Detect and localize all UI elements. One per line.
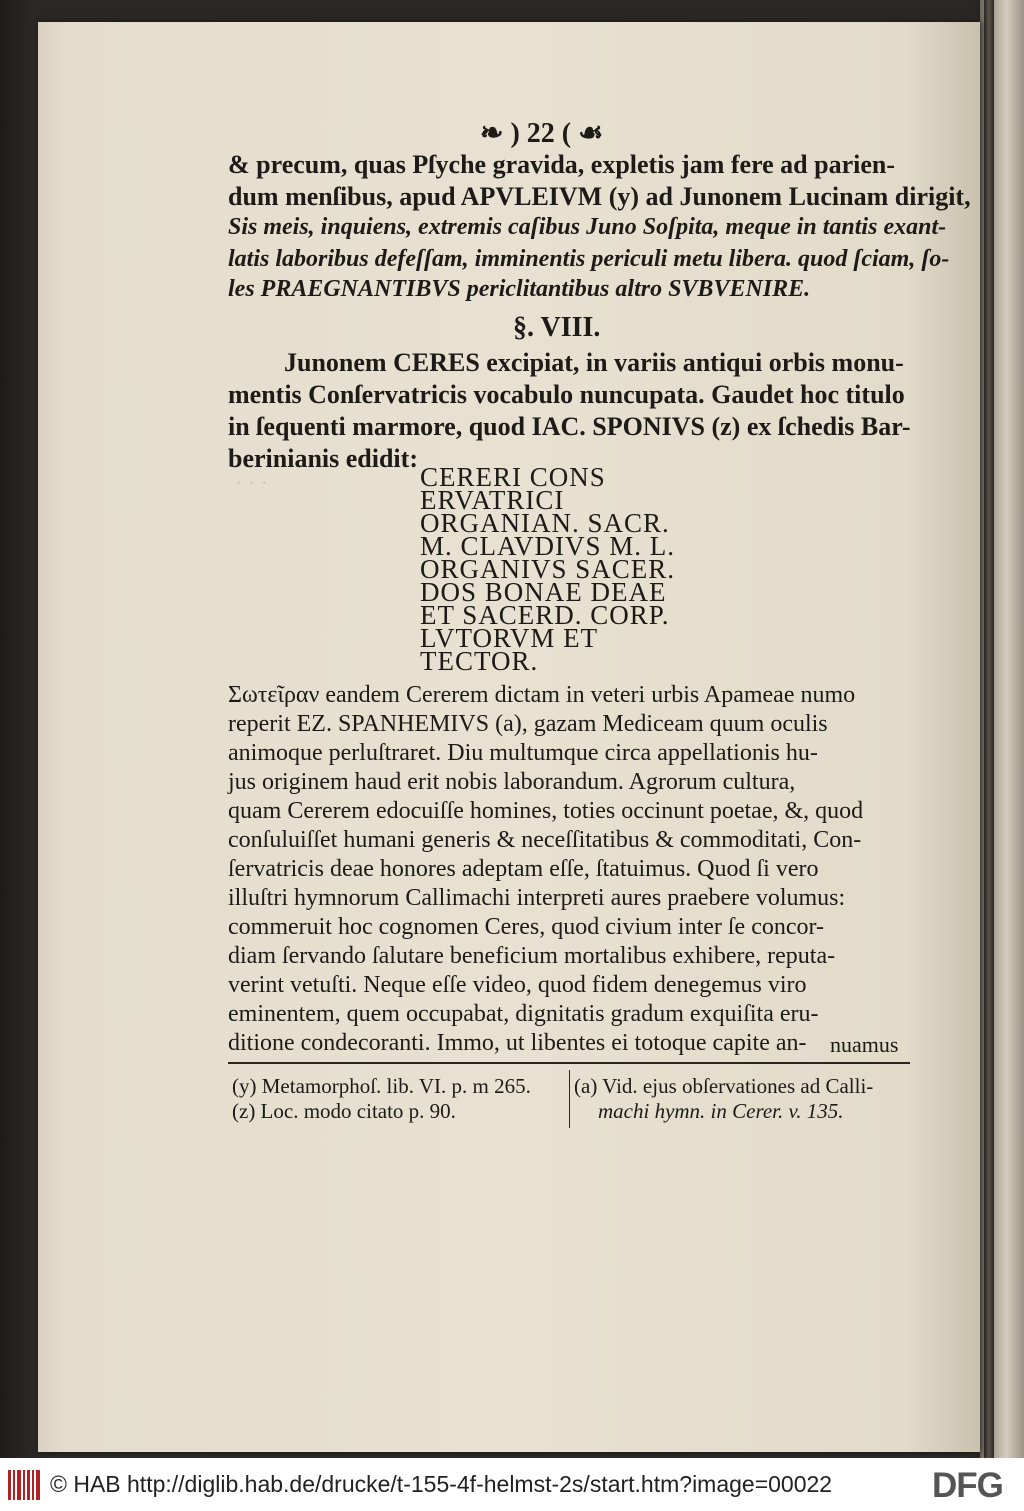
inscription-line: CERERI CONS: [420, 462, 606, 492]
text-line: les PRAEGNANTIBVS periclitantibus altro SVBVENIRE.: [228, 276, 811, 302]
inscription-line: M. CLAVDIVS M. L.: [420, 531, 676, 561]
text-line: diam ſervando ſalutare beneficium mortalibus exhibere, reputa-: [228, 943, 836, 969]
inscription-line: TECTOR.: [420, 646, 539, 676]
text-line: mentis Conſervatricis vocabulo nuncupata. Gaudet hoc titulo: [228, 380, 905, 409]
footnote-z: (z) Loc. modo citato p. 90.: [232, 1099, 456, 1123]
text-line: jus originem haud erit nobis laborandum. Agrorum cultura,: [228, 769, 796, 795]
text-line: ſervatricis deae honores adeptam eſſe, ſtatuimus. Quod ſi vero: [228, 856, 819, 882]
running-head: ❧ ) 22 ( ☙: [480, 118, 604, 149]
text-line: animoque perluſtraret. Diu multumque circa appellationis hu-: [228, 740, 818, 766]
book-spine: [984, 0, 994, 1458]
dfg-logo: DFG: [932, 1466, 1003, 1505]
text-line: verint vetuſti. Neque eſſe video, quod fidem denegemus viro: [228, 972, 807, 998]
footnote-a-cont: machi hymn. in Cerer. v. 135.: [598, 1099, 844, 1123]
text-line: quam Cererem edocuiſſe homines, toties occinunt poetae, &, quod: [228, 798, 864, 824]
text-line: ditione condecoranti. Immo, ut libentes ei totoque capite an-: [228, 1030, 807, 1056]
text-line: commeruit hoc cognomen Ceres, quod civium inter ſe concor-: [228, 914, 825, 940]
inscription-line: DOS BONAE DEAE: [420, 577, 667, 607]
text-line: conſuluiſſet humani generis & neceſſitatibus & commoditati, Con-: [228, 827, 862, 853]
inscription-line: ORGANIAN. SACR.: [420, 508, 670, 538]
catchword: nuamus: [830, 1032, 899, 1057]
footer-bar: [0, 1458, 1024, 1511]
text-line: illuſtri hymnorum Callimachi interpreti aures praebere volumus:: [228, 885, 846, 911]
show-through: · · ·: [235, 470, 268, 495]
inscription-line: ERVATRICI: [420, 485, 565, 515]
text-line: Σωτεῖραν eandem Cererem dictam in veteri urbis Apameae numo: [228, 682, 856, 708]
footnote-rule: [228, 1062, 910, 1064]
text-line: Junonem CERES excipiat, in variis antiqui orbis monu-: [284, 348, 904, 377]
text-line: berinianis edidit:: [228, 444, 418, 473]
text-line: & precum, quas Pſyche gravida, expletis jam fere ad parien-: [228, 150, 896, 179]
footnote-column-separator: [569, 1070, 570, 1128]
inscription-line: ET SACERD. CORP.: [420, 600, 670, 630]
text-line: Sis meis, inquiens, extremis caſibus Juno Soſpita, meque in tantis exant-: [228, 214, 947, 240]
inscription-line: ORGANIVS SACER.: [420, 554, 676, 584]
footnote-a: (a) Vid. ejus obſervationes ad Calli-: [574, 1074, 874, 1098]
text-line: dum menſibus, apud APVLEIVM (y) ad Junonem Lucinam dirigit,: [228, 182, 971, 211]
text-line: eminentem, quem occupabat, dignitatis gradum exquiſita eru-: [228, 1001, 819, 1027]
section-heading: §. VIII.: [513, 312, 601, 343]
copyright-url[interactable]: © HAB http://diglib.hab.de/drucke/t-155-4f-helmst-2s/start.htm?image=00022: [50, 1471, 833, 1497]
text-line: reperit EZ. SPANHEMIVS (a), gazam Mediceam quum oculis: [228, 711, 828, 737]
inscription-line: LVTORVM ET: [420, 623, 599, 653]
footnote-y: (y) Metamorphoſ. lib. VI. p. m 265.: [232, 1074, 531, 1098]
text-line: latis laboribus defeſſam, imminentis periculi metu libera. quod ſciam, ſo-: [228, 246, 950, 272]
barcode-icon: [6, 1468, 44, 1502]
text-line: in ſequenti marmore, quod IAC. SPONIVS (z) ex ſchedis Bar-: [228, 412, 911, 441]
